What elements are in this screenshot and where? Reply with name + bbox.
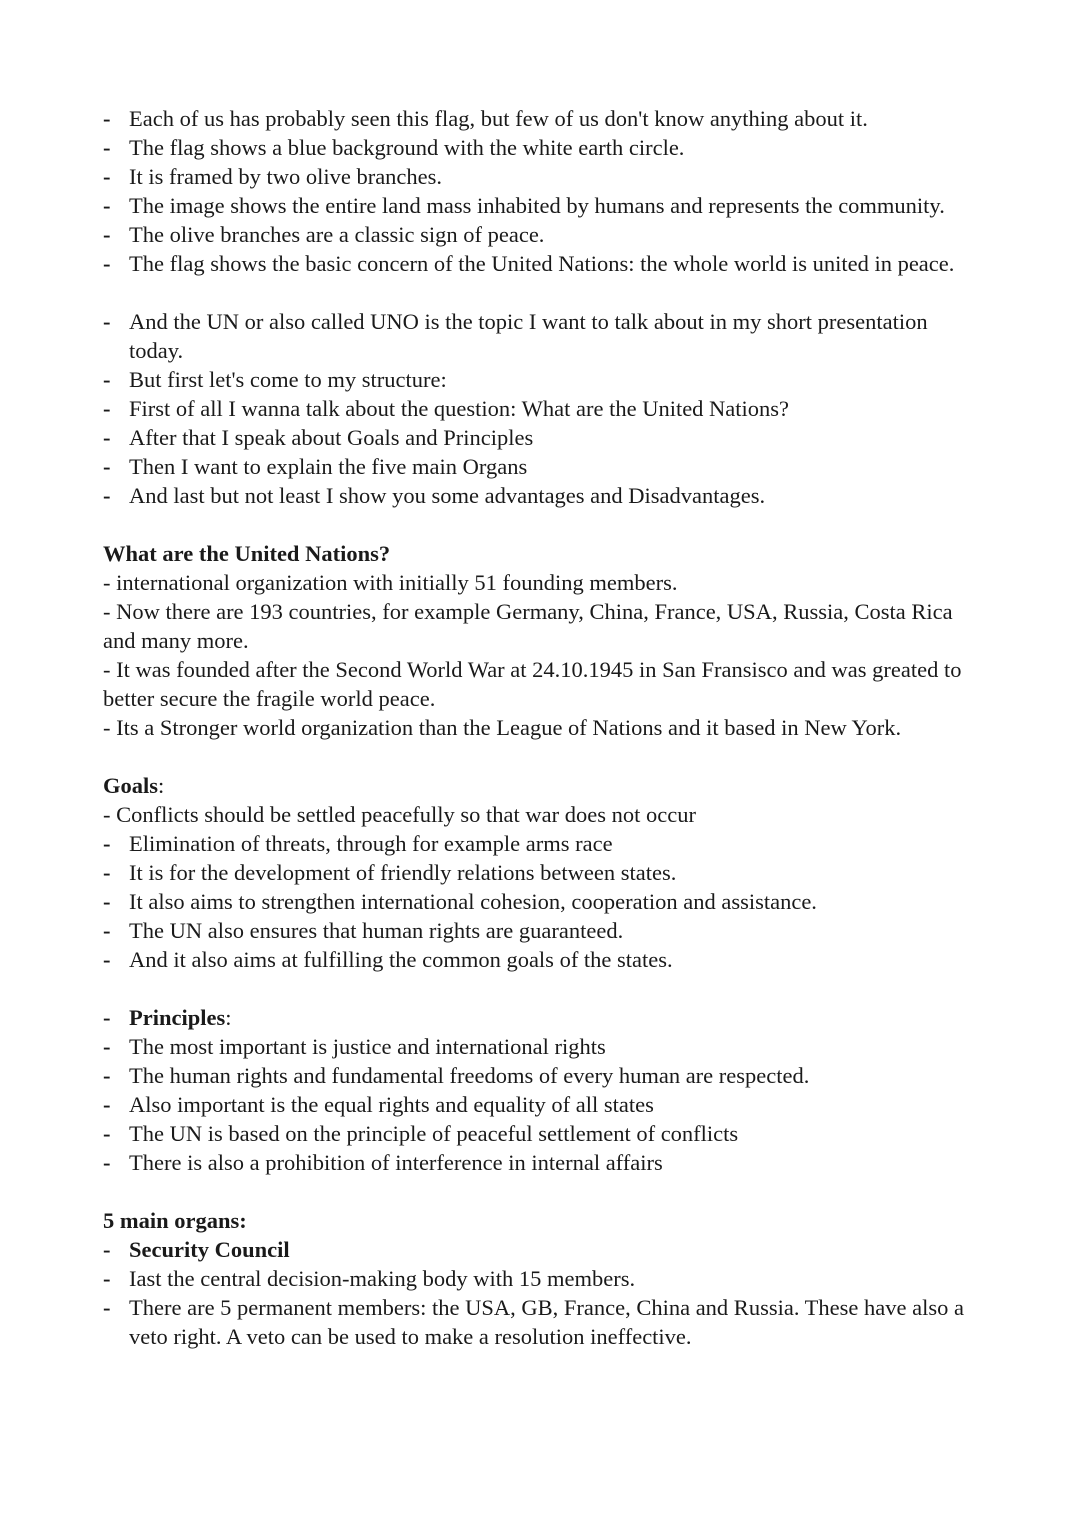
list-item: - It is for the development of friendly relations between states. (103, 858, 983, 887)
intro-list (103, 104, 983, 278)
list-item: - First of all I wanna talk about the question: What are the United Nations? (103, 394, 983, 423)
list-item: - It is framed by two olive branches. (103, 162, 983, 191)
list-item: - After that I speak about Goals and Principles (103, 423, 983, 452)
list-item: - The human rights and fundamental freedoms of every human are respected. (103, 1061, 983, 1090)
list-item: - It also aims to strengthen international cohesion, cooperation and assistance. (103, 887, 983, 916)
list-item: - There are 5 permanent members: the USA, GB, France, China and Russia. These have also a veto right. A veto can be used to make a resolution ineffective. (103, 1293, 983, 1351)
principles-list (103, 1003, 983, 1177)
list-item: - The flag shows a blue background with the white earth circle. (103, 133, 983, 162)
what-line: - Now there are 193 countries, for example Germany, China, France, USA, Russia, Costa Rica and many more. (103, 599, 953, 653)
paragraph-gap (103, 278, 983, 307)
principles-heading (103, 1003, 983, 1032)
document-content (103, 104, 983, 1351)
principles-heading-text: Principles (129, 1005, 226, 1030)
security-council-heading: - Security Council (103, 1235, 983, 1264)
paragraph-gap (103, 510, 983, 539)
list-item: - The most important is justice and international rights (103, 1032, 983, 1061)
list-item: - The image shows the entire land mass inhabited by humans and represents the community. (103, 191, 983, 220)
list-item: - There is also a prohibition of interference in internal affairs (103, 1148, 983, 1177)
goals-first-line: - Conflicts should be settled peacefully so that war does not occur (103, 802, 696, 827)
principles-heading-colon: : (225, 1005, 232, 1030)
list-item: - The flag shows the basic concern of the United Nations: the whole world is united in peace. (103, 249, 983, 278)
goals-heading-text: Goals (103, 773, 159, 798)
what-line: - Its a Stronger world organization than the League of Nations and it based in New York. (103, 715, 902, 740)
list-item: - Also important is the equal rights and equality of all states (103, 1090, 983, 1119)
paragraph-gap (103, 1177, 983, 1206)
what-line: - international organization with initially 51 founding members. (103, 570, 678, 595)
list-item: - And it also aims at fulfilling the common goals of the states. (103, 945, 983, 974)
list-item: - And last but not least I show you some advantages and Disadvantages. (103, 481, 983, 510)
list-item: - Each of us has probably seen this flag, but few of us don't know anything about it. (103, 104, 983, 133)
goals-heading (103, 771, 983, 800)
organs-list (103, 1235, 983, 1351)
list-item: - And the UN or also called UNO is the topic I want to talk about in my short presentation today. (103, 307, 983, 365)
paragraph-gap (103, 742, 983, 771)
list-item: - The UN also ensures that human rights are guaranteed. (103, 916, 983, 945)
paragraph-gap (103, 974, 983, 1003)
organs-heading: 5 main organs: (103, 1208, 247, 1233)
list-item: - Iast the central decision-making body with 15 members. (103, 1264, 983, 1293)
goals-heading-colon: : (158, 773, 165, 798)
structure-list (103, 307, 983, 510)
goals-list (103, 829, 983, 974)
goals-section (103, 771, 983, 974)
organs-section (103, 1206, 983, 1351)
list-item: - But first let's come to my structure: (103, 365, 983, 394)
list-item: - Then I want to explain the five main Organs (103, 452, 983, 481)
list-item: - Elimination of threats, through for example arms race (103, 829, 983, 858)
what-heading: What are the United Nations? (103, 541, 391, 566)
what-section (103, 539, 983, 742)
what-line: - It was founded after the Second World War at 24.10.1945 in San Fransisco and was greated to better secure the fragile world peace. (103, 657, 962, 711)
list-item: - The olive branches are a classic sign of peace. (103, 220, 983, 249)
list-item: - The UN is based on the principle of peaceful settlement of conflicts (103, 1119, 983, 1148)
